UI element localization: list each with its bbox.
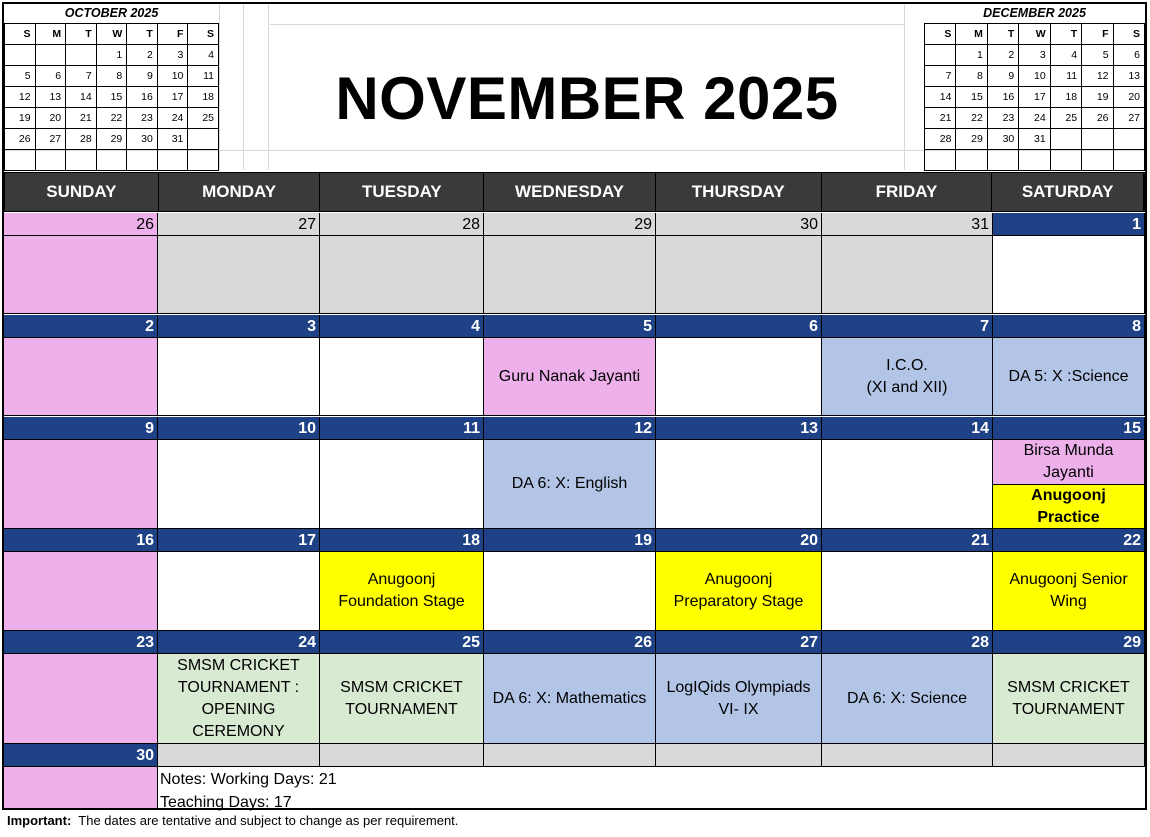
mini-date: 28 bbox=[925, 129, 956, 150]
mini-date: 23 bbox=[127, 108, 158, 129]
working-days-note: Notes: Working Days: 21 bbox=[160, 771, 337, 788]
event-label: DA 6: X: English bbox=[511, 475, 628, 492]
mini-date: 10 bbox=[157, 66, 188, 87]
mini-date bbox=[188, 129, 219, 150]
mini-date: 24 bbox=[157, 108, 188, 129]
date-number: 30 bbox=[656, 213, 822, 236]
day-cell bbox=[320, 552, 484, 631]
mini-week-row bbox=[5, 66, 219, 87]
date-number: 5 bbox=[484, 315, 656, 338]
mini-date: 2 bbox=[987, 45, 1018, 66]
mini-week-row bbox=[5, 87, 219, 108]
day-cell bbox=[484, 338, 656, 416]
date-number: 28 bbox=[822, 631, 993, 654]
mini-calendar-caption: OCTOBER 2025 bbox=[64, 6, 159, 20]
date-number-row bbox=[4, 529, 1145, 552]
mini-day-header: T bbox=[1050, 24, 1081, 45]
mini-day-header: M bbox=[35, 24, 66, 45]
mini-calendar-december bbox=[924, 4, 1145, 171]
mini-day-header: W bbox=[1019, 24, 1050, 45]
mini-date: 25 bbox=[1050, 108, 1081, 129]
day-cell bbox=[993, 236, 1145, 314]
date-number: 30 bbox=[4, 744, 158, 767]
date-number: 14 bbox=[822, 417, 993, 440]
mini-day-header: S bbox=[1113, 24, 1144, 45]
mini-date: 4 bbox=[1050, 45, 1081, 66]
mini-date bbox=[1113, 129, 1144, 150]
mini-date: 18 bbox=[1050, 87, 1081, 108]
mini-date: 6 bbox=[35, 66, 66, 87]
mini-day-header: T bbox=[987, 24, 1018, 45]
date-number: 25 bbox=[320, 631, 484, 654]
date-number bbox=[158, 744, 320, 767]
weekday-saturday: SATURDAY bbox=[992, 173, 1144, 211]
date-number: 29 bbox=[993, 631, 1145, 654]
date-number: 15 bbox=[993, 417, 1145, 440]
mini-week-row bbox=[925, 66, 1145, 87]
date-number bbox=[656, 744, 822, 767]
calendar-week bbox=[4, 315, 1145, 416]
day-cell bbox=[822, 338, 993, 416]
day-cell bbox=[158, 552, 320, 631]
day-cell bbox=[993, 338, 1145, 416]
day-cell bbox=[656, 338, 822, 416]
day-cell bbox=[320, 338, 484, 416]
date-number bbox=[822, 744, 993, 767]
day-cell bbox=[993, 552, 1145, 631]
day-cell bbox=[484, 440, 656, 529]
event-label: I.C.O. (XI and XII) bbox=[866, 356, 948, 396]
mini-date: 1 bbox=[956, 45, 987, 66]
mini-date: 17 bbox=[1019, 87, 1050, 108]
mini-date bbox=[188, 150, 219, 171]
mini-date: 12 bbox=[5, 87, 36, 108]
weekday-tuesday: TUESDAY bbox=[320, 173, 484, 211]
mini-date: 20 bbox=[35, 108, 66, 129]
mini-day-header: F bbox=[157, 24, 188, 45]
day-cell bbox=[4, 552, 158, 631]
mini-date: 14 bbox=[925, 87, 956, 108]
mini-day-header: S bbox=[5, 24, 36, 45]
mini-date: 9 bbox=[987, 66, 1018, 87]
day-cell bbox=[822, 236, 993, 314]
day-cell-row bbox=[4, 654, 1145, 744]
date-number-row bbox=[4, 315, 1145, 338]
mini-date: 13 bbox=[35, 87, 66, 108]
date-number: 27 bbox=[158, 213, 320, 236]
mini-date: 27 bbox=[35, 129, 66, 150]
weekday-monday: MONDAY bbox=[159, 173, 321, 211]
day-cell-row bbox=[4, 552, 1145, 631]
weekday-header bbox=[4, 172, 1145, 212]
mini-date bbox=[1019, 150, 1050, 171]
mini-date: 30 bbox=[987, 129, 1018, 150]
date-number: 1 bbox=[993, 213, 1145, 236]
date-number: 27 bbox=[656, 631, 822, 654]
mini-date: 29 bbox=[956, 129, 987, 150]
mini-date: 13 bbox=[1113, 66, 1144, 87]
mini-date bbox=[66, 150, 97, 171]
date-number: 9 bbox=[4, 417, 158, 440]
day-cell bbox=[822, 440, 993, 529]
grid-line bbox=[270, 24, 904, 25]
date-number: 22 bbox=[993, 529, 1145, 552]
day-cell bbox=[993, 654, 1145, 744]
event-label: DA 5: X :Science bbox=[1008, 367, 1129, 385]
mini-date: 12 bbox=[1082, 66, 1113, 87]
date-number: 2 bbox=[4, 315, 158, 338]
day-cell bbox=[656, 440, 822, 529]
mini-day-header: T bbox=[66, 24, 97, 45]
date-number-row bbox=[4, 213, 1145, 236]
date-number: 10 bbox=[158, 417, 320, 440]
mini-date: 15 bbox=[96, 87, 127, 108]
mini-day-header: S bbox=[925, 24, 956, 45]
mini-date: 6 bbox=[1113, 45, 1144, 66]
event-label: SMSM CRICKET TOURNAMENT bbox=[1007, 678, 1130, 718]
mini-date: 21 bbox=[66, 108, 97, 129]
mini-date: 16 bbox=[127, 87, 158, 108]
event-label: Anugoonj Preparatory Stage bbox=[673, 571, 804, 610]
day-cell bbox=[484, 654, 656, 744]
date-number bbox=[993, 744, 1145, 767]
day-cell bbox=[158, 338, 320, 416]
day-cell bbox=[822, 552, 993, 631]
date-number-row bbox=[4, 744, 1145, 767]
mini-date: 20 bbox=[1113, 87, 1144, 108]
day-cell bbox=[158, 440, 320, 529]
date-number: 23 bbox=[4, 631, 158, 654]
mini-date bbox=[925, 150, 956, 171]
date-number: 31 bbox=[822, 213, 993, 236]
mini-date: 24 bbox=[1019, 108, 1050, 129]
month-title: NOVEMBER 2025 bbox=[335, 64, 839, 132]
mini-date: 8 bbox=[956, 66, 987, 87]
date-number: 11 bbox=[320, 417, 484, 440]
event-label: Anugoonj Foundation Stage bbox=[338, 571, 465, 610]
day-cell bbox=[484, 552, 656, 631]
date-number: 28 bbox=[320, 213, 484, 236]
important-label: Important: bbox=[7, 813, 72, 828]
calendar-week bbox=[4, 417, 1145, 529]
mini-week-row bbox=[925, 87, 1145, 108]
mini-date: 11 bbox=[1050, 66, 1081, 87]
mini-date bbox=[5, 150, 36, 171]
mini-date: 3 bbox=[157, 45, 188, 66]
mini-date: 15 bbox=[956, 87, 987, 108]
day-cell-row bbox=[4, 440, 1145, 529]
mini-date: 10 bbox=[1019, 66, 1050, 87]
event-label: SMSM CRICKET TOURNAMENT : OPENING CEREMONY bbox=[177, 656, 300, 740]
grid-line bbox=[268, 4, 269, 170]
mini-date: 29 bbox=[96, 129, 127, 150]
mini-date bbox=[1082, 150, 1113, 171]
mini-date bbox=[35, 150, 66, 171]
day-cell bbox=[4, 236, 158, 314]
mini-date bbox=[987, 150, 1018, 171]
mini-date: 18 bbox=[188, 87, 219, 108]
calendar-week bbox=[4, 631, 1145, 744]
mini-date: 9 bbox=[127, 66, 158, 87]
date-number: 6 bbox=[656, 315, 822, 338]
day-cell-row bbox=[4, 236, 1145, 314]
date-number: 4 bbox=[320, 315, 484, 338]
mini-date bbox=[956, 150, 987, 171]
date-number: 24 bbox=[158, 631, 320, 654]
important-text: The dates are tentative and subject to change as per requirement. bbox=[78, 813, 459, 828]
mini-date: 19 bbox=[5, 108, 36, 129]
grid-line bbox=[219, 4, 220, 170]
mini-week-row bbox=[925, 150, 1145, 171]
teaching-days-note: Teaching Days: 17 bbox=[160, 794, 292, 811]
mini-date: 28 bbox=[66, 129, 97, 150]
mini-week-row bbox=[925, 129, 1145, 150]
day-cell bbox=[656, 552, 822, 631]
mini-date: 7 bbox=[66, 66, 97, 87]
date-number: 13 bbox=[656, 417, 822, 440]
mini-date bbox=[96, 150, 127, 171]
date-number: 21 bbox=[822, 529, 993, 552]
mini-date bbox=[925, 45, 956, 66]
mini-week-row bbox=[5, 108, 219, 129]
event-label: Anugoonj Senior Wing bbox=[1009, 571, 1128, 610]
mini-week-row bbox=[5, 45, 219, 66]
day-cell bbox=[484, 236, 656, 314]
mini-date: 8 bbox=[96, 66, 127, 87]
date-number bbox=[320, 744, 484, 767]
mini-date: 21 bbox=[925, 108, 956, 129]
event-label: Guru Nanak Jayanti bbox=[498, 367, 641, 385]
mini-date: 22 bbox=[956, 108, 987, 129]
date-number: 8 bbox=[993, 315, 1145, 338]
event-label: DA 6: X: Science bbox=[846, 689, 968, 707]
mini-date bbox=[35, 45, 66, 66]
mini-date bbox=[1082, 129, 1113, 150]
mini-date: 5 bbox=[1082, 45, 1113, 66]
date-number: 19 bbox=[484, 529, 656, 552]
mini-date: 30 bbox=[127, 129, 158, 150]
mini-date: 19 bbox=[1082, 87, 1113, 108]
date-number: 26 bbox=[4, 213, 158, 236]
day-cell bbox=[4, 338, 158, 416]
mini-date: 2 bbox=[127, 45, 158, 66]
mini-date bbox=[1113, 150, 1144, 171]
mini-day-header: F bbox=[1082, 24, 1113, 45]
event-label: Birsa Munda Jayanti bbox=[993, 440, 1144, 485]
mini-date: 22 bbox=[96, 108, 127, 129]
grid-line bbox=[904, 4, 905, 170]
mini-date: 3 bbox=[1019, 45, 1050, 66]
mini-date: 1 bbox=[96, 45, 127, 66]
event-label: SMSM CRICKET TOURNAMENT bbox=[340, 678, 463, 718]
date-number: 12 bbox=[484, 417, 656, 440]
day-cell bbox=[4, 654, 158, 744]
mini-date: 25 bbox=[188, 108, 219, 129]
calendar-week bbox=[4, 529, 1145, 631]
mini-date: 14 bbox=[66, 87, 97, 108]
weekday-sunday: SUNDAY bbox=[5, 173, 159, 211]
mini-date: 17 bbox=[157, 87, 188, 108]
day-cell bbox=[320, 654, 484, 744]
date-number: 20 bbox=[656, 529, 822, 552]
mini-week-row bbox=[925, 45, 1145, 66]
event-label: LogIQids Olympiads VI- IX bbox=[666, 678, 811, 718]
mini-date bbox=[5, 45, 36, 66]
date-number bbox=[484, 744, 656, 767]
day-cell bbox=[320, 236, 484, 314]
mini-date: 31 bbox=[1019, 129, 1050, 150]
calendar-week bbox=[4, 213, 1145, 314]
date-number: 3 bbox=[158, 315, 320, 338]
mini-date: 23 bbox=[987, 108, 1018, 129]
day-cell bbox=[158, 654, 320, 744]
notes bbox=[160, 768, 337, 814]
day-cell bbox=[656, 654, 822, 744]
day-cell bbox=[320, 440, 484, 529]
event-label: Anugoonj Practice bbox=[993, 485, 1144, 529]
date-number: 17 bbox=[158, 529, 320, 552]
weekday-wednesday: WEDNESDAY bbox=[484, 173, 656, 211]
date-number-row bbox=[4, 631, 1145, 654]
mini-day-header: S bbox=[188, 24, 219, 45]
weekday-thursday: THURSDAY bbox=[656, 173, 822, 211]
mini-calendar-october bbox=[4, 4, 219, 171]
mini-date bbox=[127, 150, 158, 171]
important-note bbox=[7, 813, 458, 828]
mini-date bbox=[1050, 150, 1081, 171]
day-cell bbox=[822, 654, 993, 744]
day-cell bbox=[656, 236, 822, 314]
date-number-row bbox=[4, 417, 1145, 440]
mini-date: 26 bbox=[5, 129, 36, 150]
mini-date: 31 bbox=[157, 129, 188, 150]
day-cell bbox=[993, 440, 1145, 529]
mini-date bbox=[66, 45, 97, 66]
mini-date: 27 bbox=[1113, 108, 1144, 129]
mini-calendar-caption: DECEMBER 2025 bbox=[983, 6, 1086, 20]
grid-line bbox=[243, 4, 244, 170]
mini-day-header: W bbox=[96, 24, 127, 45]
mini-day-header: M bbox=[956, 24, 987, 45]
date-number: 7 bbox=[822, 315, 993, 338]
mini-date: 11 bbox=[188, 66, 219, 87]
mini-date: 7 bbox=[925, 66, 956, 87]
date-number: 16 bbox=[4, 529, 158, 552]
day-cell bbox=[158, 236, 320, 314]
date-number: 29 bbox=[484, 213, 656, 236]
date-number: 18 bbox=[320, 529, 484, 552]
mini-date bbox=[1050, 129, 1081, 150]
weekday-friday: FRIDAY bbox=[822, 173, 993, 211]
day-cell bbox=[4, 440, 158, 529]
mini-date bbox=[157, 150, 188, 171]
mini-week-row bbox=[5, 129, 219, 150]
date-number: 26 bbox=[484, 631, 656, 654]
mini-date: 4 bbox=[188, 45, 219, 66]
mini-day-header: T bbox=[127, 24, 158, 45]
event-label: DA 6: X: Mathematics bbox=[492, 689, 647, 707]
day-cell bbox=[4, 767, 158, 809]
mini-week-row bbox=[5, 150, 219, 171]
mini-date: 5 bbox=[5, 66, 36, 87]
mini-week-row bbox=[925, 108, 1145, 129]
day-cell-row bbox=[4, 338, 1145, 416]
mini-date: 16 bbox=[987, 87, 1018, 108]
mini-date: 26 bbox=[1082, 108, 1113, 129]
